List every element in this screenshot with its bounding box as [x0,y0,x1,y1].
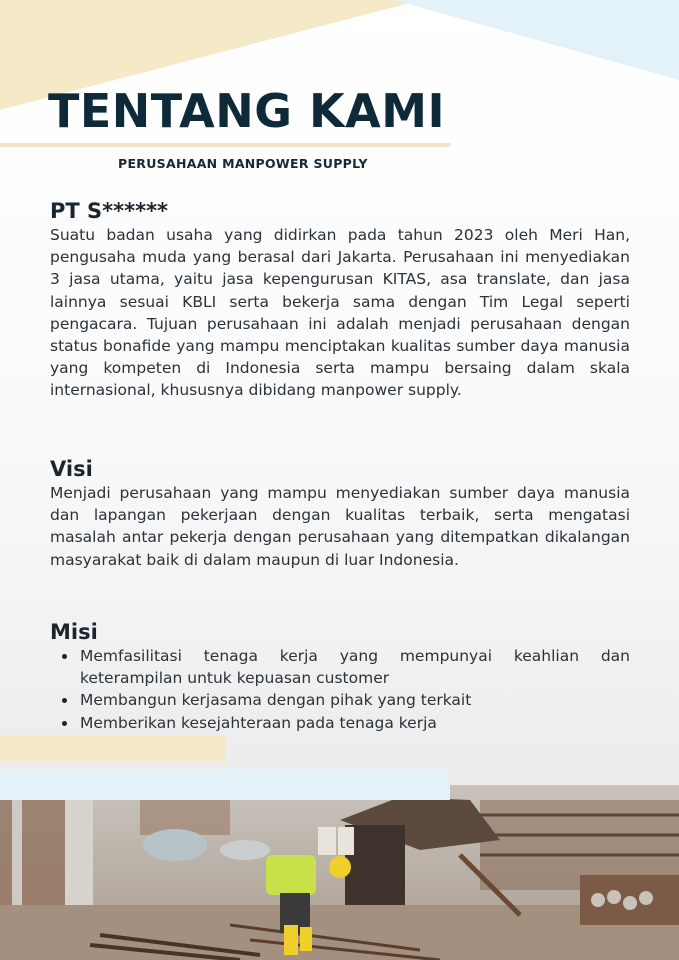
construction-site-photo [0,785,679,960]
company-section [50,199,630,402]
visi-section [50,457,630,571]
visi-heading: Visi [50,457,93,481]
company-description: Suatu badan usaha yang didirkan pada tahun 2023 oleh Meri Han, pengusaha muda yang berasal dari Jakarta. Perusahaan ini menyediakan 3 jasa utama, yaitu jasa kepengurusan KITAS, asa translate, dan jasa lainnya sesuai KBLI serta bekerja sama dengan Tim Legal seperti pengacara. Tujuan perusahaan ini adalah menjadi perusahaan dengan status bonafide yang mampu menciptakan kualitas sumber daya manusia yang kompeten di Indonesia serta mampu bersaing dalam skala internasional, khususnya dibidang manpower supply. [50,226,630,400]
decorative-blue-bar [0,770,450,800]
misi-section [50,620,630,734]
misi-list-item: Memberikan kesejahteraan pada tenaga kerja [50,712,630,734]
decorative-cream-bar [0,735,226,761]
title-underline [0,143,450,147]
misi-list [50,645,630,734]
page-subtitle: PERUSAHAAN MANPOWER SUPPLY [118,156,368,171]
visi-text: Menjadi perusahaan yang mampu menyediakan sumber daya manusia dan lapangan pekerjaan dengan kualitas terbaik, serta mengatasi masalah antar pekerja dengan perusahaan yang ditempatkan dikalangan masyarakat baik di dalam maupun di luar Indonesia. [50,484,630,569]
misi-list-item: Memfasilitasi tenaga kerja yang mempunyai keahlian dan keterampilan untuk kepuasan customer [50,645,630,689]
construction-scene-illustration [0,785,679,960]
misi-heading: Misi [50,620,98,644]
company-name: PT S****** [50,199,169,223]
page-title: TENTANG KAMI [48,84,446,138]
misi-list-item: Membangun kerjasama dengan pihak yang terkait [50,689,630,711]
